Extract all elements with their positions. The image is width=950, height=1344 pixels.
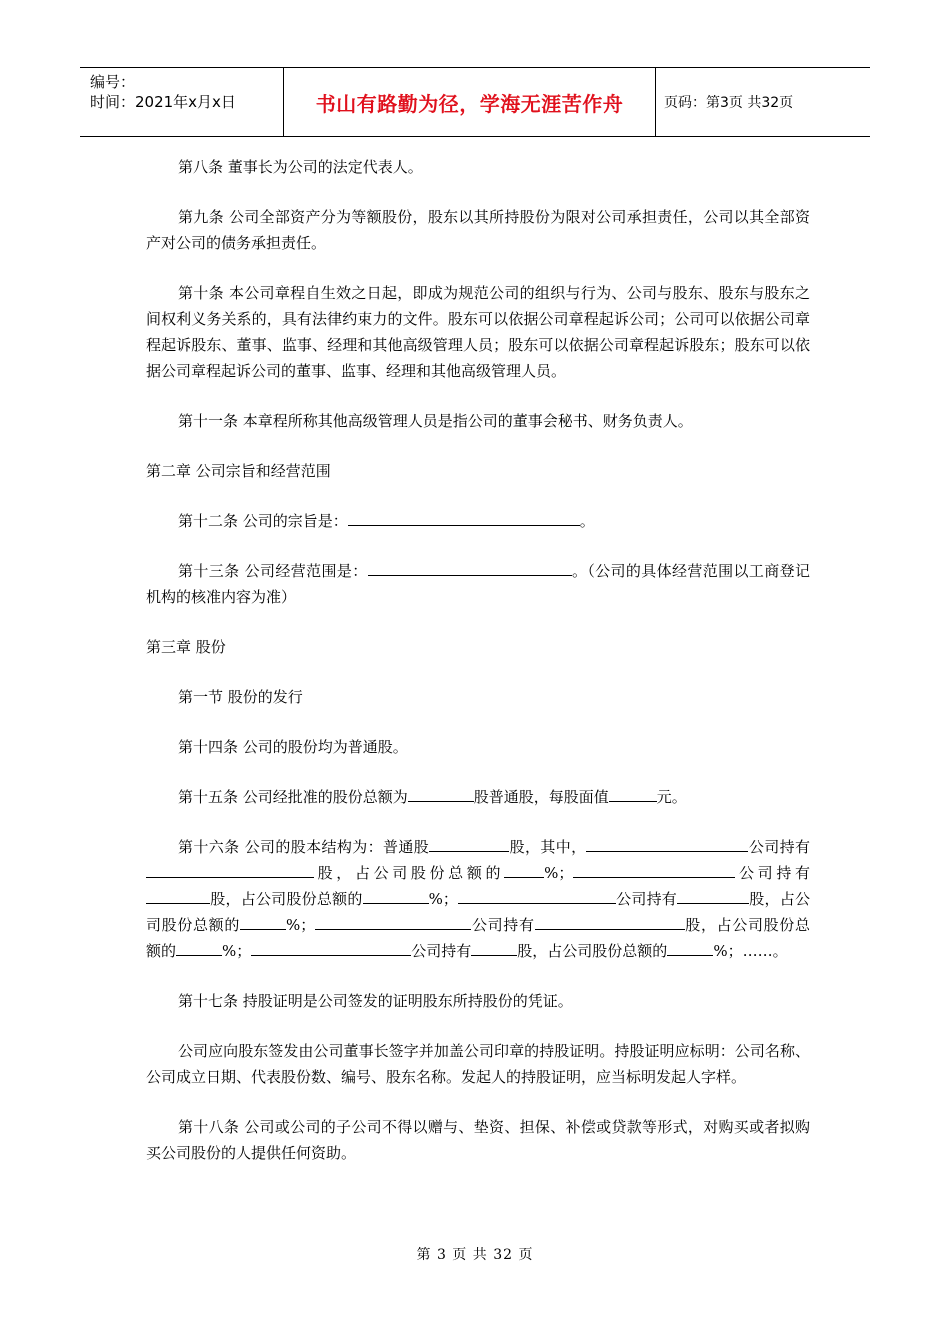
holder-5-label: 公司持有 — [411, 942, 472, 960]
shares-2-label: 股，占公司股份总额的 — [210, 890, 363, 908]
article-17-paragraph-2: 公司应向股东签发由公司董事长签字并加盖公司印章的持股证明。持股证明应标明：公司名称、公司成立日期、代表股份数、编号、股东名称。发起人的持股证明，应当标明发起人字样。 — [146, 1042, 810, 1086]
percent-3-blank[interactable] — [240, 913, 286, 930]
article-17: 第十七条 持股证明是公司签发的证明股东所持股份的凭证。 — [178, 992, 573, 1010]
document-date: 时间：2021年x月x日 — [90, 93, 236, 111]
percent-2-blank[interactable] — [363, 887, 429, 904]
percent-5-label: %； — [713, 942, 743, 960]
business-scope-blank[interactable] — [368, 559, 572, 576]
shares-5-blank[interactable] — [471, 939, 517, 956]
article-10: 第十条 本公司章程自生效之日起，即成为规范公司的组织与行为、公司与股东、股东与股东之间权利义务关系的，具有法律约束力的文件。股东可以依据公司章程起诉公司；公司可以依据公司章程起诉股东、董事、监事、经理和其他高级管理人员；股东可以依据公司章程起诉股东；股东可以依据公司章程起诉公司的董事、监事、经理和其他高级管理人员。 — [146, 284, 810, 380]
article-15-text-b: 股普通股，每股面值 — [473, 788, 609, 806]
article-11: 第十一条 本章程所称其他高级管理人员是指公司的董事会秘书、财务负责人。 — [178, 412, 693, 430]
holder-2-label: 公司持有 — [735, 864, 810, 882]
shares-1-label: 股，占公司股份总额的 — [314, 864, 505, 882]
percent-5-blank[interactable] — [667, 939, 713, 956]
header-page-info: 页码：第3页 共32页 — [664, 95, 794, 111]
shareholder-3-blank[interactable] — [458, 887, 616, 904]
total-shares-blank[interactable] — [408, 785, 474, 802]
section-1-heading: 第一节 股份的发行 — [178, 688, 303, 706]
shares-4-blank[interactable] — [535, 913, 685, 930]
par-value-blank[interactable] — [609, 785, 657, 802]
article-15-text-a: 第十五条 公司经批准的股份总额为 — [178, 788, 408, 806]
page-footer: 第 3 页 共 32 页 — [416, 1247, 534, 1263]
article-14: 第十四条 公司的股份均为普通股。 — [178, 738, 408, 756]
article-15 — [146, 784, 810, 810]
percent-1-blank[interactable] — [504, 861, 544, 878]
article-16-ellipsis: ……。 — [742, 942, 788, 960]
shareholder-1-blank[interactable] — [586, 835, 748, 852]
holder-4-label: 公司持有 — [471, 916, 535, 934]
percent-3-label: %； — [286, 916, 316, 934]
shareholder-2-blank[interactable] — [573, 861, 735, 878]
document-body — [146, 154, 810, 1190]
percent-4-label: %； — [222, 942, 252, 960]
holder-3-label: 公司持有 — [615, 890, 678, 908]
article-18: 第十八条 公司或公司的子公司不得以赠与、垫资、担保、补偿或贷款等形式，对购买或者拟购买公司股份的人提供任何资助。 — [146, 1118, 810, 1162]
page-header — [80, 67, 870, 137]
article-12 — [146, 508, 810, 534]
document-number-label: 编号： — [90, 73, 136, 91]
article-15-text-c: 元。 — [656, 788, 687, 806]
shares-3-label: 股，占公司股份总额的 — [146, 890, 810, 934]
shares-4-label: 股，占公司股份总额的 — [146, 916, 810, 960]
article-13-end: 。（公司的具体经营范围以工商登记机构的核准内容为准） — [146, 562, 810, 606]
shares-5-label: 股，占公司股份总额的 — [517, 942, 668, 960]
article-12-text: 第十二条 公司的宗旨是： — [178, 512, 348, 530]
purpose-blank[interactable] — [348, 509, 580, 526]
shares-3-blank[interactable] — [677, 887, 749, 904]
shares-2-blank[interactable] — [146, 887, 210, 904]
article-9: 第九条 公司全部资产分为等额股份，股东以其所持股份为限对公司承担责任，公司以其全部资产对公司的债务承担责任。 — [146, 208, 810, 252]
header-motto: 书山有路勤为径，学海无涯苦作舟 — [284, 68, 656, 136]
holder-1-label: 公司持有 — [748, 838, 810, 856]
article-13-text: 第十三条 公司经营范围是： — [178, 562, 368, 580]
common-shares-blank[interactable] — [429, 835, 509, 852]
article-16-text-b: 股，其中， — [509, 838, 587, 856]
article-16-text-a: 第十六条 公司的股本结构为：普通股 — [178, 838, 430, 856]
percent-1-label: %； — [544, 864, 574, 882]
article-12-end: 。 — [579, 512, 595, 530]
percent-4-blank[interactable] — [176, 939, 222, 956]
percent-2-label: %； — [428, 890, 458, 908]
header-meta — [80, 68, 284, 136]
article-8: 第八条 董事长为公司的法定代表人。 — [178, 158, 423, 176]
shareholder-5-blank[interactable] — [251, 939, 411, 956]
article-16 — [146, 834, 810, 964]
shareholder-4-blank[interactable] — [315, 913, 471, 930]
shares-1-blank[interactable] — [146, 861, 314, 878]
article-13 — [146, 558, 810, 610]
chapter-3-heading: 第三章 股份 — [146, 638, 226, 656]
chapter-2-heading: 第二章 公司宗旨和经营范围 — [146, 462, 331, 480]
